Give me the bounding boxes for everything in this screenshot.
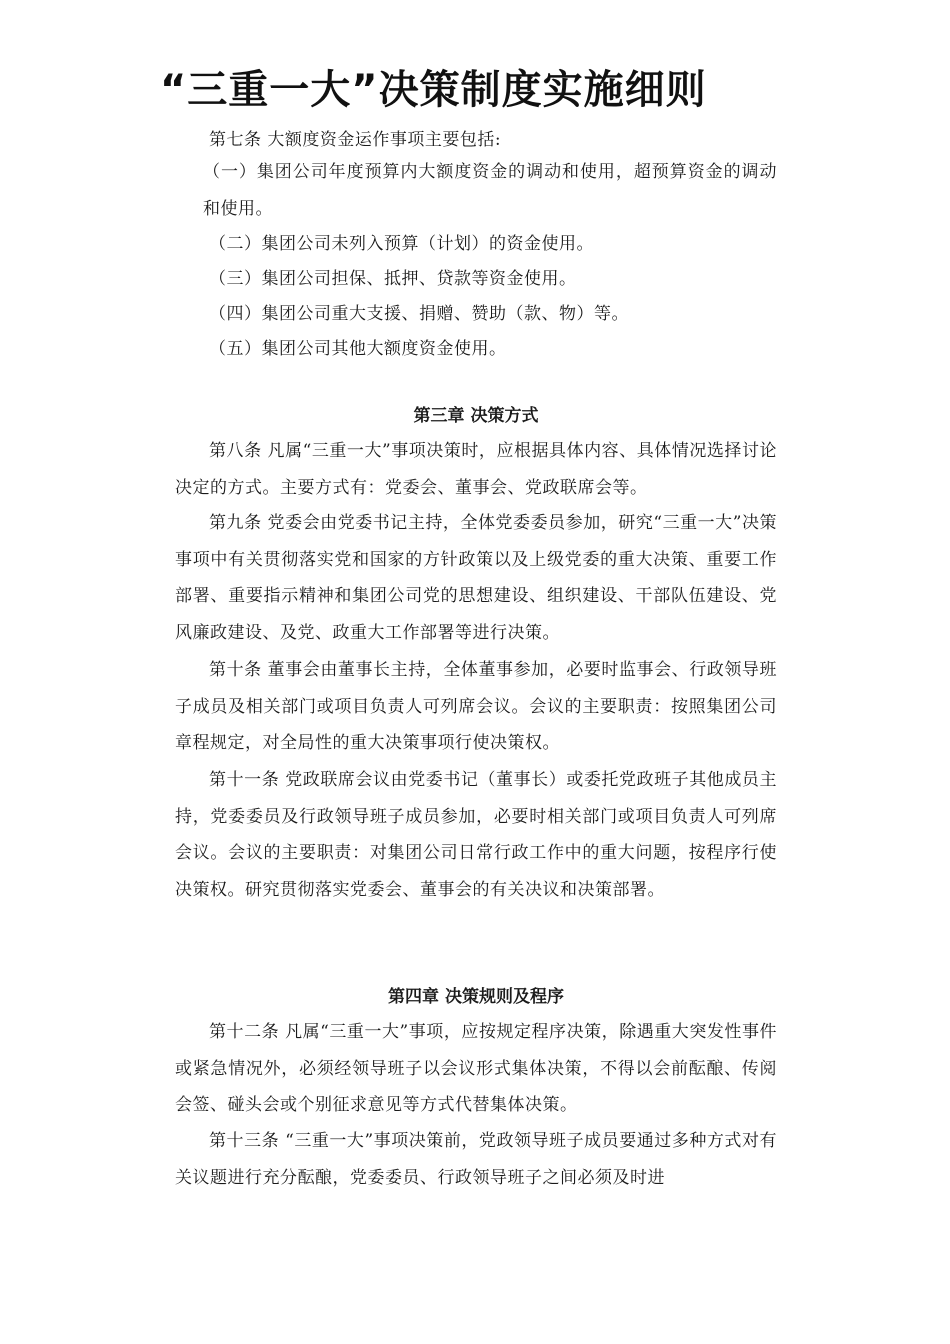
article-10: 第十条 董事会由董事长主持，全体董事参加，必要时监事会、行政领导班子成员及相关部门或项目负责人可列席会议。会议的主要职责：按照集团公司章程规定，对全局性的重大决策事项行使决策权。 xyxy=(175,660,777,753)
article-7-item-1 xyxy=(203,154,777,227)
article-9: 第九条 党委会由党委书记主持，全体党委委员参加，研究“三重一大”决策事项中有关贯彻落实党和国家的方针政策以及上级党委的重大决策、重要工作部署、重要指示精神和集团公司党的思想建设、组织建设、干部队伍建设、党风廉政建设、及党、政重大工作部署等进行决策。 xyxy=(175,513,777,643)
article-7-item-5: （五）集团公司其他大额度资金使用。 xyxy=(209,339,507,359)
chapter-3-heading: 第三章 决策方式 xyxy=(413,406,539,426)
article-7-item-4: （四）集团公司重大支援、捐赠、赞助（款、物）等。 xyxy=(209,304,629,324)
article-7-item-1-text: （一）集团公司年度预算内大额度资金的调动和使用，超预算资金的调动和使用。 xyxy=(203,162,777,219)
chapter-4-heading: 第四章 决策规则及程序 xyxy=(388,987,564,1007)
article-12: 第十二条 凡属“三重一大”事项，应按规定程序决策，除遇重大突发性事件或紧急情况外，必须经领导班子以会议形式集体决策，不得以会前酝酿、传阅会签、碰头会或个别征求意见等方式代替集体决策。 xyxy=(175,1022,777,1115)
article-7-intro: 第七条 大额度资金运作事项主要包括: xyxy=(209,130,502,150)
article-8: 第八条 凡属“三重一大”事项决策时，应根据具体内容、具体情况选择讨论决定的方式。主要方式有：党委会、董事会、党政联席会等。 xyxy=(175,441,777,498)
document-title: “三重一大”决策制度实施细则 xyxy=(160,67,707,113)
article-13: 第十三条 “三重一大”事项决策前，党政领导班子成员要通过多种方式对有关议题进行充分酝酿，党委委员、行政领导班子之间必须及时进 xyxy=(175,1131,777,1188)
article-7-item-3: （三）集团公司担保、抵押、贷款等资金使用。 xyxy=(209,269,577,289)
article-11: 第十一条 党政联席会议由党委书记（董事长）或委托党政班子其他成员主持，党委委员及行政领导班子成员参加，必要时相关部门或项目负责人可列席会议。会议的主要职责：对集团公司日常行政工作中的重大问题，按程序行使决策权。研究贯彻落实党委会、董事会的有关决议和决策部署。 xyxy=(175,770,777,900)
article-7-item-2: （二）集团公司未列入预算（计划）的资金使用。 xyxy=(209,234,594,254)
